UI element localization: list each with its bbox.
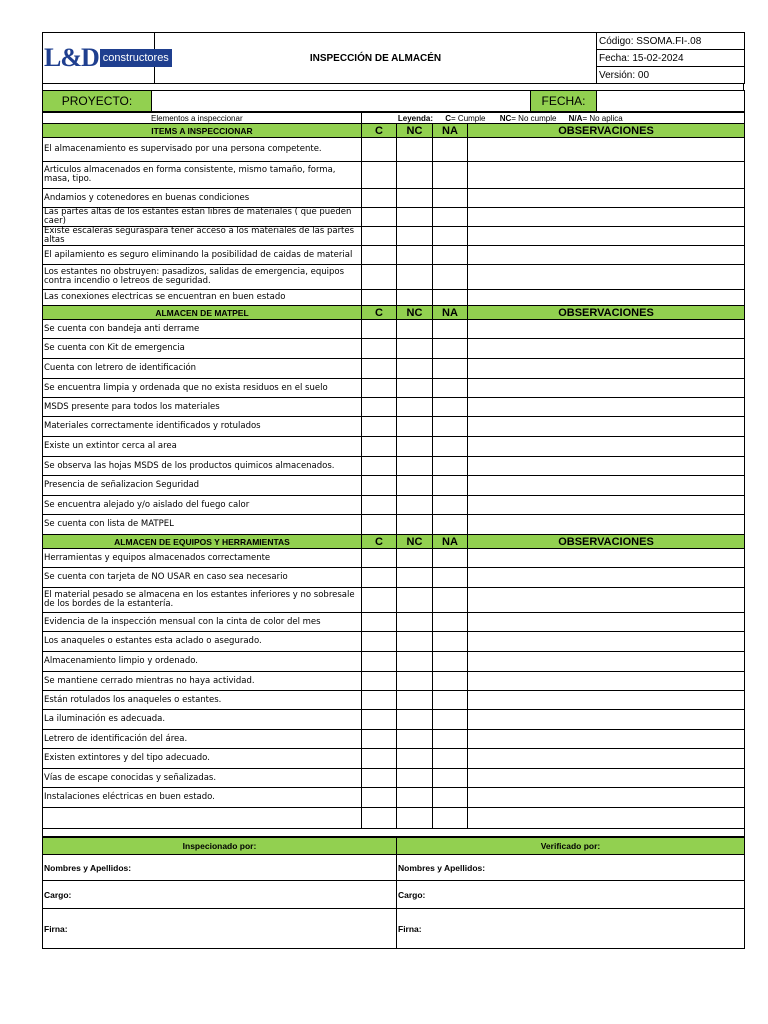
checklist-item-text: MSDS presente para todos los materiales xyxy=(43,398,362,417)
inspector-name-field[interactable]: Nombres y Apellidos: xyxy=(43,855,397,881)
checklist-item-text: Evidencia de la inspección mensual con la cinta de color del mes xyxy=(43,613,362,632)
observations-cell[interactable] xyxy=(468,496,745,515)
check-na-cell[interactable] xyxy=(433,290,468,306)
check-c-cell[interactable] xyxy=(362,417,397,437)
check-na-cell[interactable] xyxy=(433,691,468,710)
legend-c-key: C xyxy=(445,113,452,123)
checklist-row xyxy=(43,417,745,437)
company-logo xyxy=(43,33,169,84)
observations-cell[interactable] xyxy=(468,710,745,730)
legend-row xyxy=(43,113,745,124)
check-c-cell[interactable] xyxy=(362,549,397,568)
check-na-cell[interactable] xyxy=(433,769,468,788)
checklist-row xyxy=(43,162,745,189)
check-c-cell[interactable] xyxy=(362,457,397,476)
check-nc-cell[interactable] xyxy=(397,138,433,162)
observations-cell[interactable] xyxy=(468,457,745,476)
check-nc-cell[interactable] xyxy=(397,417,433,437)
checklist-item-text xyxy=(43,808,362,829)
checklist-item-text: Almacenamiento limpio y ordenado. xyxy=(43,652,362,672)
check-na-cell[interactable] xyxy=(433,515,468,535)
check-na-cell[interactable] xyxy=(433,549,468,568)
check-c-cell[interactable] xyxy=(362,379,397,398)
checklist-row xyxy=(43,359,745,379)
check-c-cell[interactable] xyxy=(362,652,397,672)
check-c-cell[interactable] xyxy=(362,437,397,457)
check-na-cell[interactable] xyxy=(433,162,468,189)
checklist-row xyxy=(43,672,745,691)
checklist-item-text: El material pesado se almacena en los estantes inferiores y no sobresale de los bordes de la estantería. xyxy=(43,588,362,613)
checklist-item-text: Existe escaleras seguraspara tener acceso a los materiales de las partes altas xyxy=(43,227,362,246)
project-label: PROYECTO: xyxy=(43,91,152,112)
check-nc-cell[interactable] xyxy=(397,515,433,535)
observations-cell[interactable] xyxy=(468,320,745,339)
observations-cell[interactable] xyxy=(468,359,745,379)
checklist-row xyxy=(43,246,745,265)
check-na-cell[interactable] xyxy=(433,339,468,359)
check-na-cell[interactable] xyxy=(433,379,468,398)
check-nc-cell[interactable] xyxy=(397,437,433,457)
checklist-item-text: Herramientas y equipos almacenados correctamente xyxy=(43,549,362,568)
verifier-signature-field[interactable]: Firna: xyxy=(397,909,745,949)
check-nc-cell[interactable] xyxy=(397,568,433,588)
check-c-cell[interactable] xyxy=(362,189,397,208)
check-nc-cell[interactable] xyxy=(397,672,433,691)
column-c-header: C xyxy=(362,306,397,320)
checklist-row xyxy=(43,749,745,769)
observations-cell[interactable] xyxy=(468,379,745,398)
observations-cell[interactable] xyxy=(468,652,745,672)
checklist-item-text: Los estantes no obstruyen: pasadizos, salidas de emergencia, equipos contra incendio o letreos de seguridad. xyxy=(43,265,362,290)
check-c-cell[interactable] xyxy=(362,265,397,290)
observations-cell[interactable] xyxy=(468,246,745,265)
check-nc-cell[interactable] xyxy=(397,320,433,339)
checklist-item-text: Vías de escape conocidas y señalizadas. xyxy=(43,769,362,788)
observations-cell[interactable] xyxy=(468,730,745,749)
checklist-item-text: Andamios y cotenedores en buenas condiciones xyxy=(43,189,362,208)
checklist-row xyxy=(43,457,745,476)
check-nc-cell[interactable] xyxy=(397,613,433,632)
observations-cell[interactable] xyxy=(468,808,745,829)
checklist-row xyxy=(43,613,745,632)
check-na-cell[interactable] xyxy=(433,417,468,437)
observations-cell[interactable] xyxy=(468,788,745,808)
checklist-item-text: Existe un extintor cerca al area xyxy=(43,437,362,457)
checklist-row xyxy=(43,290,745,306)
legend-title: Leyenda: xyxy=(397,113,433,123)
check-nc-cell[interactable] xyxy=(397,769,433,788)
check-c-cell[interactable] xyxy=(362,359,397,379)
check-c-cell[interactable] xyxy=(362,162,397,189)
checklist-item-text: Se mantiene cerrado mientras no haya actividad. xyxy=(43,672,362,691)
document-version: Versión: 00 xyxy=(597,67,745,84)
checklist-row xyxy=(43,730,745,749)
check-c-cell[interactable] xyxy=(362,613,397,632)
check-nc-cell[interactable] xyxy=(397,588,433,613)
observations-cell[interactable] xyxy=(468,162,745,189)
check-nc-cell[interactable] xyxy=(397,339,433,359)
date-label: FECHA: xyxy=(531,91,597,112)
elements-label: Elementos a inspeccionar xyxy=(43,113,362,124)
check-nc-cell[interactable] xyxy=(397,359,433,379)
checklist-row xyxy=(43,788,745,808)
signature-table xyxy=(42,837,745,949)
document-date: Fecha: 15-02-2024 xyxy=(597,50,745,67)
check-na-cell[interactable] xyxy=(433,632,468,652)
check-nc-cell[interactable] xyxy=(397,691,433,710)
checklist-row xyxy=(43,265,745,290)
observations-cell[interactable] xyxy=(468,398,745,417)
inspector-position-field[interactable]: Cargo: xyxy=(43,881,397,909)
observations-cell[interactable] xyxy=(468,672,745,691)
column-observations-header: OBSERVACIONES xyxy=(468,535,745,549)
spacer-row xyxy=(43,829,745,837)
check-nc-cell[interactable] xyxy=(397,549,433,568)
check-na-cell[interactable] xyxy=(433,476,468,496)
observations-cell[interactable] xyxy=(468,265,745,290)
observations-cell[interactable] xyxy=(468,632,745,652)
section-header xyxy=(43,535,745,549)
check-nc-cell[interactable] xyxy=(397,189,433,208)
check-na-cell[interactable] xyxy=(433,672,468,691)
column-nc-header: NC xyxy=(397,124,433,138)
check-nc-cell[interactable] xyxy=(397,379,433,398)
checklist-row xyxy=(43,632,745,652)
check-c-cell[interactable] xyxy=(362,339,397,359)
verifier-name-field[interactable]: Nombres y Apellidos: xyxy=(397,855,745,881)
observations-cell[interactable] xyxy=(468,691,745,710)
checklist-row xyxy=(43,138,745,162)
check-c-cell[interactable] xyxy=(362,246,397,265)
check-nc-cell[interactable] xyxy=(397,808,433,829)
observations-cell[interactable] xyxy=(468,290,745,306)
check-na-cell[interactable] xyxy=(433,265,468,290)
observations-cell[interactable] xyxy=(468,208,745,227)
check-c-cell[interactable] xyxy=(362,808,397,829)
observations-cell[interactable] xyxy=(468,515,745,535)
column-nc-header: NC xyxy=(397,535,433,549)
check-c-cell[interactable] xyxy=(362,632,397,652)
check-na-cell[interactable] xyxy=(433,730,468,749)
checklist-item-text: Los anaqueles o estantes esta aclado o asegurado. xyxy=(43,632,362,652)
column-na-header: NA xyxy=(433,124,468,138)
check-c-cell[interactable] xyxy=(362,476,397,496)
check-c-cell[interactable] xyxy=(362,672,397,691)
checklist-item-text: Las partes altas de los estantes estan libres de materiales ( que pueden caer) xyxy=(43,208,362,227)
form-title: INSPECCIÓN DE ALMACÉN xyxy=(155,33,597,84)
check-c-cell[interactable] xyxy=(362,290,397,306)
check-na-cell[interactable] xyxy=(433,320,468,339)
check-na-cell[interactable] xyxy=(433,808,468,829)
check-nc-cell[interactable] xyxy=(397,496,433,515)
column-c-header: C xyxy=(362,124,397,138)
check-na-cell[interactable] xyxy=(433,710,468,730)
checklist-row xyxy=(43,549,745,568)
check-na-cell[interactable] xyxy=(433,568,468,588)
checklist-table xyxy=(42,112,745,837)
check-na-cell[interactable] xyxy=(433,359,468,379)
checklist-row xyxy=(43,208,745,227)
checklist-row xyxy=(43,398,745,417)
checklist-item-text: Se encuentra limpia y ordenada que no exista residuos en el suelo xyxy=(43,379,362,398)
checklist-item-text: Las conexiones electricas se encuentran en buen estado xyxy=(43,290,362,306)
column-nc-header: NC xyxy=(397,306,433,320)
legend-nc-text: = No cumple xyxy=(511,113,557,123)
observations-cell[interactable] xyxy=(468,437,745,457)
checklist-row xyxy=(43,227,745,246)
project-input[interactable] xyxy=(152,91,531,112)
observations-cell[interactable] xyxy=(468,417,745,437)
check-na-cell[interactable] xyxy=(433,208,468,227)
check-c-cell[interactable] xyxy=(362,710,397,730)
check-nc-cell[interactable] xyxy=(397,162,433,189)
section-title: ALMACEN DE EQUIPOS Y HERRAMIENTAS xyxy=(43,535,362,549)
checklist-row xyxy=(43,515,745,535)
check-nc-cell[interactable] xyxy=(397,788,433,808)
checklist-row xyxy=(43,437,745,457)
check-c-cell[interactable] xyxy=(362,730,397,749)
check-c-cell[interactable] xyxy=(362,138,397,162)
checklist-item-text: Se cuenta con bandeja anti derrame xyxy=(43,320,362,339)
checklist-row xyxy=(43,710,745,730)
check-na-cell[interactable] xyxy=(433,138,468,162)
inspector-signature-field[interactable]: Firna: xyxy=(43,909,397,949)
checklist-row xyxy=(43,339,745,359)
check-na-cell[interactable] xyxy=(433,496,468,515)
section-header xyxy=(43,306,745,320)
check-c-cell[interactable] xyxy=(362,691,397,710)
checklist-row xyxy=(43,652,745,672)
check-nc-cell[interactable] xyxy=(397,398,433,417)
checklist-item-text: Están rotulados los anaqueles o estantes. xyxy=(43,691,362,710)
column-c-header: C xyxy=(362,535,397,549)
inspection-form xyxy=(42,32,744,949)
check-na-cell[interactable] xyxy=(433,652,468,672)
column-observations-header: OBSERVACIONES xyxy=(468,306,745,320)
check-c-cell[interactable] xyxy=(362,788,397,808)
checklist-item-text: La iluminación es adecuada. xyxy=(43,710,362,730)
check-nc-cell[interactable] xyxy=(397,227,433,246)
logo-mark: L&D xyxy=(44,43,99,72)
logo-text: constructores xyxy=(100,49,172,67)
checklist-row xyxy=(43,189,745,208)
check-na-cell[interactable] xyxy=(433,398,468,417)
check-na-cell[interactable] xyxy=(433,189,468,208)
form-header xyxy=(42,32,745,84)
inspected-by-header: Inspecionado por: xyxy=(43,838,397,855)
observations-cell[interactable] xyxy=(468,568,745,588)
check-na-cell[interactable] xyxy=(433,227,468,246)
check-nc-cell[interactable] xyxy=(397,265,433,290)
checklist-item-text: Se observa las hojas MSDS de los productos quimicos almacenados. xyxy=(43,457,362,476)
check-na-cell[interactable] xyxy=(433,437,468,457)
legend-nc-key: NC xyxy=(499,113,512,123)
checklist-item-text: Se encuentra alejado y/o aislado del fuego calor xyxy=(43,496,362,515)
section-title: ALMACEN DE MATPEL xyxy=(43,306,362,320)
check-nc-cell[interactable] xyxy=(397,476,433,496)
checklist-item-text: Instalaciones eléctricas en buen estado. xyxy=(43,788,362,808)
checklist-item-text: Se cuenta con tarjeta de NO USAR en caso sea necesario xyxy=(43,568,362,588)
verifier-position-field[interactable]: Cargo: xyxy=(397,881,745,909)
checklist-item-text: Articulos almacenados en forma consistente, mismo tamaño, forma, masa, tipo. xyxy=(43,162,362,189)
observations-cell[interactable] xyxy=(468,549,745,568)
column-na-header: NA xyxy=(433,306,468,320)
check-c-cell[interactable] xyxy=(362,568,397,588)
check-na-cell[interactable] xyxy=(433,788,468,808)
observations-cell[interactable] xyxy=(468,189,745,208)
check-c-cell[interactable] xyxy=(362,749,397,769)
checklist-item-text: Letrero de identificación del área. xyxy=(43,730,362,749)
check-nc-cell[interactable] xyxy=(397,730,433,749)
check-na-cell[interactable] xyxy=(433,613,468,632)
check-na-cell[interactable] xyxy=(433,749,468,769)
check-c-cell[interactable] xyxy=(362,208,397,227)
check-nc-cell[interactable] xyxy=(397,290,433,306)
spacer-cell xyxy=(43,829,745,837)
check-c-cell[interactable] xyxy=(362,515,397,535)
checklist-row xyxy=(43,496,745,515)
check-c-cell[interactable] xyxy=(362,398,397,417)
observations-cell[interactable] xyxy=(468,749,745,769)
checklist-row xyxy=(43,691,745,710)
checklist-item-text: Materiales correctamente identificados y rotulados xyxy=(43,417,362,437)
checklist-item-text: Se cuenta con Kit de emergencia xyxy=(43,339,362,359)
observations-cell[interactable] xyxy=(468,613,745,632)
checklist-row xyxy=(43,808,745,829)
column-observations-header: OBSERVACIONES xyxy=(468,124,745,138)
checklist-row xyxy=(43,588,745,613)
observations-cell[interactable] xyxy=(468,769,745,788)
observations-cell[interactable] xyxy=(468,476,745,496)
observations-cell[interactable] xyxy=(468,227,745,246)
check-na-cell[interactable] xyxy=(433,246,468,265)
check-na-cell[interactable] xyxy=(433,457,468,476)
observations-cell[interactable] xyxy=(468,588,745,613)
verified-by-header: Verificado por: xyxy=(397,838,745,855)
check-na-cell[interactable] xyxy=(433,588,468,613)
check-c-cell[interactable] xyxy=(362,320,397,339)
checklist-row xyxy=(43,320,745,339)
check-nc-cell[interactable] xyxy=(397,710,433,730)
checklist-row xyxy=(43,568,745,588)
checklist-row xyxy=(43,769,745,788)
check-nc-cell[interactable] xyxy=(397,246,433,265)
legend-na-key: N/A xyxy=(568,113,583,123)
check-c-cell[interactable] xyxy=(362,588,397,613)
checklist-row xyxy=(43,476,745,496)
section-title: ITEMS A INSPECCIONAR xyxy=(43,124,362,138)
checklist-item-text: El apilamiento es seguro eliminando la posibilidad de caidas de material xyxy=(43,246,362,265)
checklist-item-text: Existen extintores y del tipo adecuado. xyxy=(43,749,362,769)
legend-na-text: = No aplica xyxy=(582,113,623,123)
date-input[interactable] xyxy=(597,91,745,112)
check-nc-cell[interactable] xyxy=(397,208,433,227)
legend-c-text: = Cumple xyxy=(451,113,486,123)
project-row xyxy=(42,90,745,112)
column-na-header: NA xyxy=(433,535,468,549)
check-c-cell[interactable] xyxy=(362,769,397,788)
document-code: Código: SSOMA.FI-.08 xyxy=(597,33,745,50)
check-nc-cell[interactable] xyxy=(397,457,433,476)
check-c-cell[interactable] xyxy=(362,227,397,246)
legend xyxy=(362,113,745,124)
section-header xyxy=(43,124,745,138)
checklist-item-text: Se cuenta con lista de MATPEL xyxy=(43,515,362,535)
check-nc-cell[interactable] xyxy=(397,749,433,769)
observations-cell[interactable] xyxy=(468,138,745,162)
checklist-item-text: El almacenamiento es supervisado por una persona competente. xyxy=(43,138,362,162)
checklist-item-text: Cuenta con letrero de identificación xyxy=(43,359,362,379)
observations-cell[interactable] xyxy=(468,339,745,359)
checklist-row xyxy=(43,379,745,398)
check-nc-cell[interactable] xyxy=(397,632,433,652)
check-nc-cell[interactable] xyxy=(397,652,433,672)
checklist-item-text: Presencia de señalizacion Seguridad xyxy=(43,476,362,496)
check-c-cell[interactable] xyxy=(362,496,397,515)
